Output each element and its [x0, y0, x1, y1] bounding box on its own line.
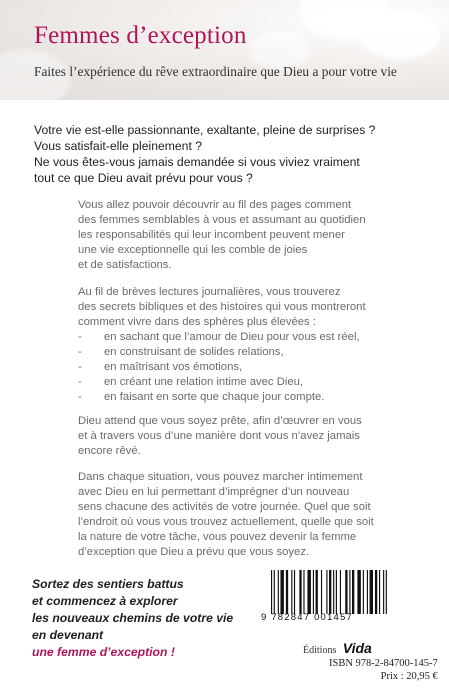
barcode-bar [316, 570, 318, 614]
paragraph-line: l’endroit où vous vous trouvez actuellement, quelle que soit [78, 516, 374, 528]
barcode-bar [333, 570, 334, 614]
barcode-bar [303, 570, 304, 614]
barcode-bar [291, 570, 292, 614]
paragraph-line: et de satisfactions. [78, 259, 172, 271]
list-item [78, 345, 423, 360]
barcode-bar [357, 570, 360, 614]
price: Prix : 20,95 € [380, 671, 438, 682]
paragraph-line: une vie exceptionnelle qui les comble de joies [78, 244, 308, 256]
intro-line: Vous satisfait-elle pleinement ? [34, 139, 203, 153]
barcode-bar [383, 570, 384, 614]
paragraph-line: Dieu attend que vous soyez prête, afin d’œuvrer en vous [78, 415, 362, 427]
paragraph-line: les responsabilités qui leur incombent peuvent mener [78, 229, 345, 241]
barcode-bar [363, 570, 364, 614]
paragraph-line: Dans chaque situation, vous pouvez marcher intimement [78, 471, 363, 483]
cta-line: en devenant [32, 628, 104, 642]
barcode-bar [352, 570, 354, 614]
list-item [78, 390, 423, 405]
barcode-bar [321, 570, 322, 614]
paragraph-line: avec Dieu en lui permettant d’imprégner d’un nouveau [78, 486, 350, 498]
barcode-bar [329, 570, 331, 614]
intro-line: Ne vous êtes-vous jamais demandée si vous viviez vraiment [34, 155, 360, 169]
barcode-bar [345, 570, 347, 614]
paragraph-1 [78, 198, 423, 273]
book-title: Femmes d’exception [34, 22, 247, 49]
cta-line: et commencez à explorer [32, 594, 178, 608]
blossom-petal [360, 10, 440, 60]
list-bullet: - [78, 346, 82, 358]
isbn-barcode [259, 568, 428, 626]
publisher-logo [303, 640, 372, 658]
book-subtitle: Faites l’expérience du rêve extraordinaire que Dieu a pour votre vie [34, 64, 397, 79]
barcode-bar [280, 570, 283, 614]
barcode-bar [313, 570, 314, 614]
barcode-bar [340, 570, 341, 614]
paragraph-3 [78, 414, 423, 459]
list-item [78, 375, 423, 390]
paragraph-line: encore rêvé. [78, 445, 141, 457]
paragraph-2 [78, 285, 423, 405]
barcode-bar [286, 570, 288, 614]
publisher-prefix: Éditions [303, 645, 337, 656]
barcode-bar [386, 570, 387, 614]
intro-line: Votre vie est-elle passionnante, exaltante, pleine de surprises ? [34, 123, 376, 137]
barcode-bar [349, 570, 350, 614]
paragraph-4 [78, 470, 423, 560]
barcode-bar [336, 570, 337, 614]
cta-accent: une femme d’exception ! [32, 645, 175, 659]
paragraph-line: d’exception que Dieu a prévu que vous soyez. [78, 546, 310, 558]
barcode-bar [307, 570, 310, 614]
barcode-bars [271, 570, 426, 614]
barcode-bar [375, 570, 377, 614]
barcode-bar [271, 570, 272, 614]
paragraph-line: sens chacune des activités de votre journée. Quel que soit [78, 501, 371, 513]
barcode-bar [278, 570, 279, 614]
list-item-text: en sachant que l’amour de Dieu pour vous est réel, [104, 331, 360, 343]
list-item-text: en construisant de solides relations, [104, 346, 284, 358]
list-item [78, 360, 423, 375]
barcode-bar [370, 570, 373, 614]
barcode-digits: 9 782847 001457 [261, 612, 353, 623]
cta-line: les nouveaux chemins de votre vie [32, 611, 234, 625]
publisher-name: Vida [342, 640, 372, 656]
list-bullet: - [78, 391, 82, 403]
cover-header-band [0, 0, 449, 100]
barcode-bar [379, 570, 380, 614]
isbn-number: ISBN 978-2-84700-145-7 [329, 658, 438, 669]
paragraph-line: Au fil de brèves lectures journalières, vous trouverez [78, 286, 341, 298]
cta-line: Sortez des sentiers battus [32, 577, 184, 591]
paragraph-line: Vous allez pouvoir découvrir au fil des pages comment [78, 199, 352, 211]
barcode-bar [326, 570, 327, 614]
list-bullet: - [78, 361, 82, 373]
barcode-bar [299, 570, 301, 614]
list-bullet: - [78, 331, 82, 343]
intro-questions [34, 122, 424, 186]
list-item-text: en maîtrisant vos émotions, [104, 361, 243, 373]
list-item-text: en faisant en sorte que chaque jour compte. [104, 391, 325, 403]
list-item [78, 330, 423, 345]
paragraph-line: la nature de votre tâche, vous pouvez devenir la femme [78, 531, 357, 543]
paragraph-line: des secrets bibliques et des histoires qui vous montreront [78, 301, 366, 313]
call-to-action [32, 576, 233, 661]
paragraph-line: comment vivre dans des sphères plus élevées : [78, 316, 316, 328]
list-item-text: en créant une relation intime avec Dieu, [104, 376, 304, 388]
paragraph-line: des femmes semblables à vous et assumant au quotidien [78, 214, 366, 226]
paragraph-line: et à travers vous d’une manière dont vous n’avez jamais [78, 430, 360, 442]
list-bullet: - [78, 376, 82, 388]
barcode-bar [274, 570, 275, 614]
barcode-bar [367, 570, 368, 614]
isbn-price-block [329, 657, 438, 683]
intro-line: tout ce que Dieu avait prévu pour vous ? [34, 171, 253, 185]
barcode-bar [294, 570, 295, 614]
